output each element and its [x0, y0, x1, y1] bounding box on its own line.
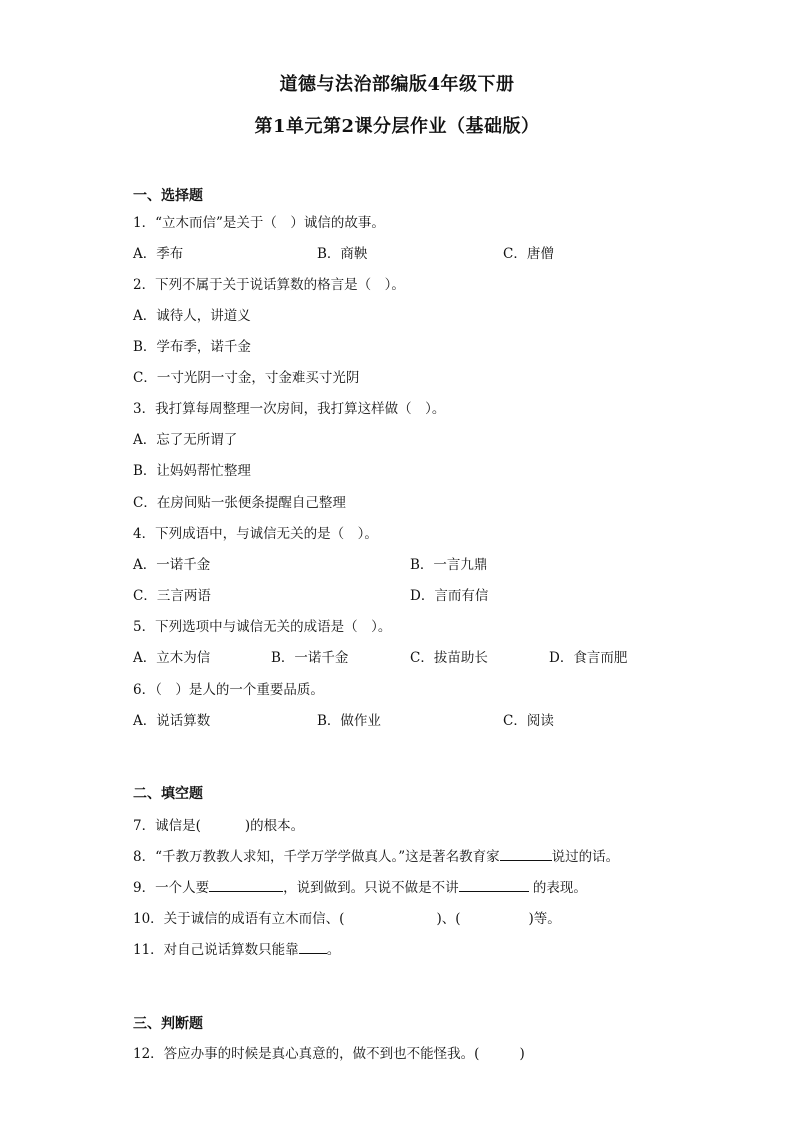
question-9-blank-1[interactable] — [209, 879, 283, 892]
question-2-option-c: C．一寸光阴一寸金，寸金难买寸光阴 — [133, 370, 360, 386]
question-3-option-c: C．在房间贴一张便条提醒自己整理 — [133, 495, 346, 511]
section-fill-heading: 二、填空题 — [133, 786, 203, 802]
question-11-text-end: 。 — [326, 942, 341, 958]
question-6-option-a: A．说话算数 — [133, 713, 211, 729]
question-7 — [133, 817, 304, 835]
question-9 — [133, 879, 587, 897]
question-12 — [133, 1045, 525, 1063]
question-11 — [133, 941, 340, 959]
question-6-stem: 6．（ ）是人的一个重要品质。 — [133, 682, 324, 698]
question-7-text-start: 7．诚信是( — [133, 818, 201, 834]
question-2-option-a: A．诚待人，讲道义 — [133, 308, 251, 324]
question-9-text-end: 的表现。 — [528, 880, 587, 896]
question-5-option-d: D．食言而肥 — [549, 650, 628, 666]
question-8-text-start: 8．“千教万教教人求知，千学万学学做真人。”这是著名教育家 — [133, 849, 500, 865]
question-8 — [133, 848, 619, 866]
question-7-text-end: )的根本。 — [244, 818, 305, 834]
question-4-option-b: B．一言九鼎 — [410, 557, 488, 573]
question-4-option-d: D．言而有信 — [410, 588, 489, 604]
question-8-text-end: 说过的话。 — [551, 849, 620, 865]
question-5-option-b: B．一诺千金 — [271, 650, 349, 666]
question-1-option-b: B．商鞅 — [317, 246, 368, 262]
question-4-option-c: C．三言两语 — [133, 588, 211, 604]
question-6-option-c: C．阅读 — [503, 713, 554, 729]
question-1-option-a: A．季布 — [133, 246, 184, 262]
question-5-option-a: A．立木为信 — [133, 650, 211, 666]
question-11-text-start: 11．对自己说话算数只能靠 — [133, 942, 299, 958]
question-5-stem: 5．下列选项中与诚信无关的成语是（ ）。 — [133, 619, 392, 635]
section-judge-heading: 三、判断题 — [133, 1016, 203, 1032]
document-title: 道德与法治部编版4年级下册 — [279, 74, 515, 95]
question-1-stem: 1．“立木而信”是关于（ ）诚信的故事。 — [133, 215, 385, 231]
question-1-option-c: C．唐僧 — [503, 246, 554, 262]
question-5-option-c: C．拔苗助长 — [410, 650, 488, 666]
question-11-blank[interactable] — [299, 941, 327, 954]
question-3-option-a: A．忘了无所谓了 — [133, 432, 238, 448]
question-12-text-end: ) — [519, 1046, 525, 1062]
question-10 — [133, 910, 561, 928]
question-4-option-a: A．一诺千金 — [133, 557, 211, 573]
question-4-stem: 4．下列成语中，与诚信无关的是（ ）。 — [133, 526, 378, 542]
question-2-option-b: B．学布季，诺千金 — [133, 339, 251, 355]
question-10-text-start: 10．关于诚信的成语有立木而信、( — [133, 911, 345, 927]
question-10-text-end: )等。 — [528, 911, 561, 927]
section-choice-heading: 一、选择题 — [133, 188, 203, 204]
question-3-option-b: B．让妈妈帮忙整理 — [133, 463, 251, 479]
document-subtitle: 第1单元第2课分层作业（基础版） — [254, 116, 540, 137]
question-8-blank[interactable] — [500, 848, 552, 861]
question-9-text-start: 9．一个人要 — [133, 880, 210, 896]
question-3-stem: 3．我打算每周整理一次房间，我打算这样做（ ）。 — [133, 401, 446, 417]
question-2-stem: 2．下列不属于关于说话算数的格言是（ ）。 — [133, 277, 405, 293]
question-9-text-mid: ，说到做到。只说不做是不讲 — [283, 880, 459, 896]
question-10-text-mid: )、( — [436, 911, 461, 927]
question-9-blank-2[interactable] — [459, 879, 529, 892]
question-12-text-start: 12．答应办事的时候是真心真意的，做不到也不能怪我。( — [133, 1046, 480, 1062]
question-6-option-b: B．做作业 — [317, 713, 381, 729]
